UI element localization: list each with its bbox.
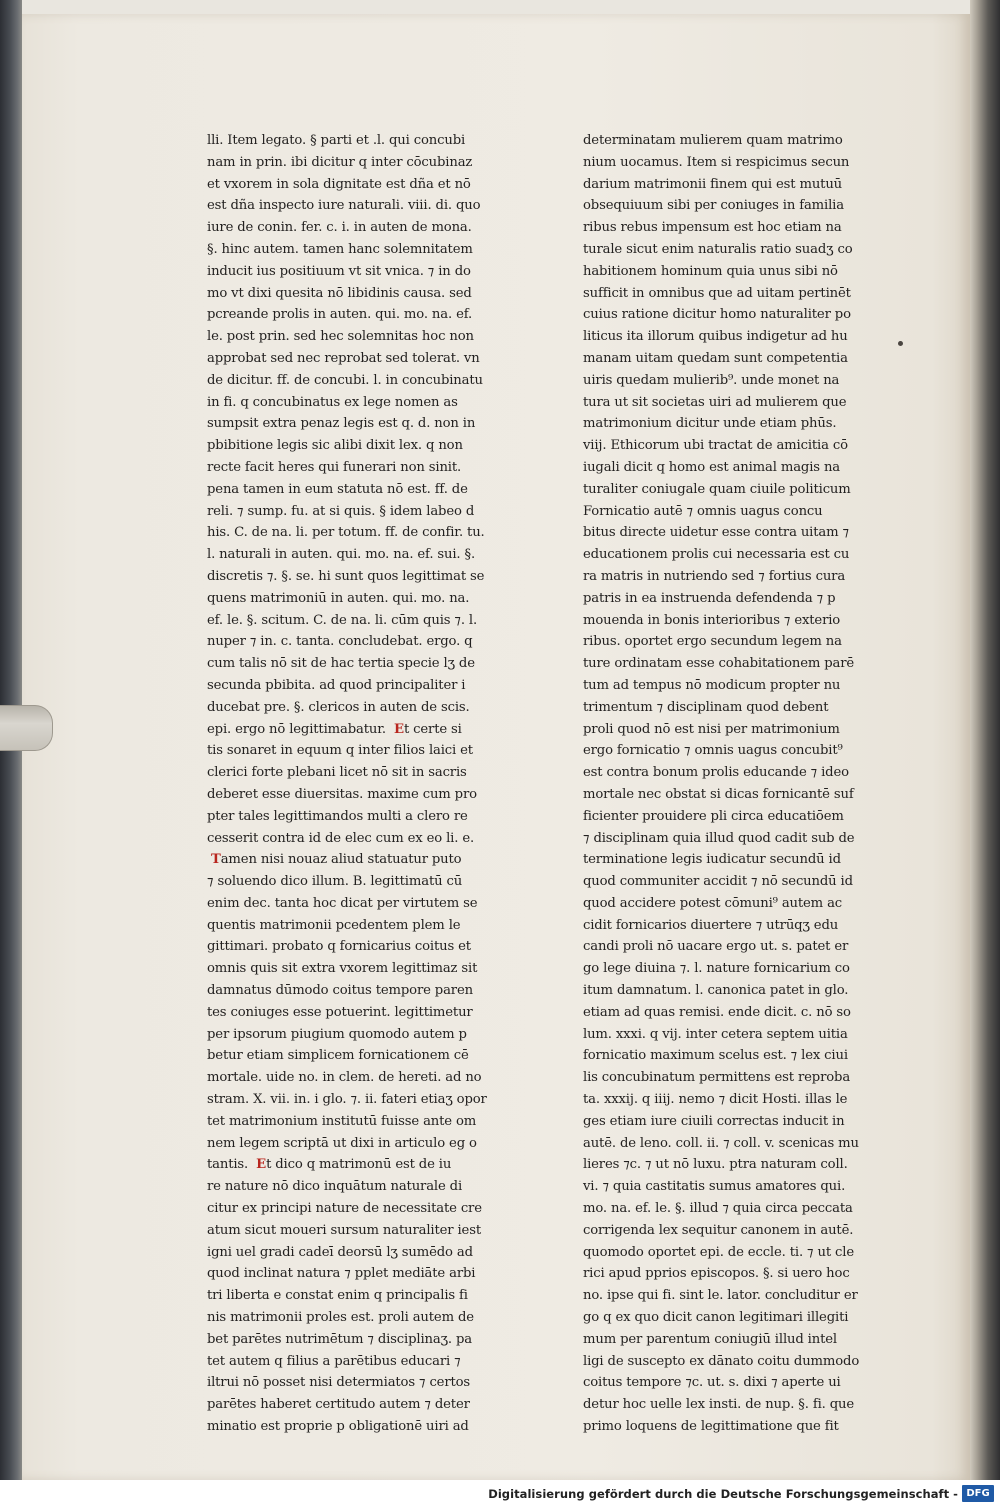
text-line: enim dec. tanta hoc dicat per virtutem se (207, 895, 478, 911)
text-line: ribus. oportet ergo secundum legem na (583, 634, 842, 650)
text-line: mo. na. ef. le. §. illud ⁊ quia circa peccata (583, 1201, 853, 1217)
dfg-logo-icon[interactable]: DFG (962, 1485, 994, 1502)
text-line: gittimari. probato q fornicarius coitus et (207, 939, 471, 955)
text-line: igni uel gradi cadeī deorsū lʒ sumēdo ad (207, 1244, 473, 1260)
text-line: clerici forte plebani licet nō sit in sacris (207, 765, 467, 781)
text-line: in fi. q concubinatus ex lege nomen as (207, 394, 458, 410)
text-line: cesserit contra id de elec cum ex eo li. e. (207, 830, 475, 846)
text-line: determinatam mulierem quam matrimo (583, 133, 843, 148)
text-line: betur etiam simplicem fornicationem cē (207, 1048, 469, 1064)
text-line: sumpsit extra penaz legis est q. d. non in (207, 416, 476, 432)
text-line: go lege diuina ⁊. l. nature fornicarium co (583, 961, 850, 977)
text-line: nium uocamus. Item si respicimus secun (583, 154, 850, 170)
text-line: quod accidere potest cōmuni⁹ autem ac (583, 895, 843, 911)
text-line: tet matrimonium institutū fuisse ante om (207, 1113, 477, 1129)
text-line: ture ordinatam esse cohabitationem parē (583, 656, 855, 672)
text-line: et vxorem in sola dignitate est dña et nō (207, 176, 471, 192)
text-line: cuius ratione dicitur homo naturaliter po (583, 307, 851, 323)
text-line: epi. ergo nō legittimabatur. Et certe si (207, 721, 462, 737)
text-line: stram. X. vii. in. i glo. ⁊. ii. fateri etiaʒ opor (207, 1092, 487, 1108)
text-line: autē. de leno. coll. ii. ⁊ coll. v. scenicas mu (583, 1135, 859, 1151)
text-line: ducebat pre. §. clericos in auten de scis. (207, 699, 470, 715)
text-line: pter tales legittimandos multi a clero re (207, 808, 468, 824)
text-line: darium matrimonii finem qui est mutuū (583, 176, 843, 192)
text-line: per ipsorum piugium quomodo autem p (207, 1026, 467, 1042)
text-line: detur hoc uelle lex insti. de nup. §. fi. que (583, 1397, 855, 1413)
text-column-left (207, 130, 492, 1438)
text-line: nis matrimonii proles est. proli autem de (207, 1310, 474, 1326)
text-line: lieres ⁊c. ⁊ ut nō luxu. ptra naturam coll. (583, 1157, 848, 1173)
text-line: iltrui nō posset nisi determiatos ⁊ certos (207, 1375, 471, 1391)
text-line: go q ex quo dicit canon legitimari illegiti (583, 1310, 849, 1326)
text-line: iugali dicit q homo est animal magis na (583, 459, 841, 475)
funding-credit: Digitalisierung gefördert durch die Deutsche Forschungsgemeinschaft - (488, 1487, 958, 1501)
text-line: viij. Ethicorum ubi tractat de amicitia cō (583, 438, 848, 454)
text-line: pbibitione legis sic alibi dixit lex. q non (207, 438, 463, 454)
text-line: etiam ad quas remisi. ende dicit. c. nō so (583, 1004, 851, 1020)
text-line: mo vt dixi quesita nō libidinis causa. sed (207, 285, 472, 301)
page-clamp (0, 705, 53, 751)
text-line: bet parētes nutrimētum ⁊ disciplinaʒ. pa (207, 1331, 472, 1347)
text-line: no. ipse qui fi. sint le. lator. concluditur er (583, 1288, 858, 1304)
text-line: ef. le. §. scitum. C. de na. li. cūm quis ⁊. l. (207, 612, 478, 628)
text-line: est contra bonum prolis educande ⁊ ideo (583, 765, 849, 781)
text-line: le. post prin. sed hec solemnitas hoc non (207, 329, 474, 345)
text-line: trimentum ⁊ disciplinam quod debent (583, 699, 829, 715)
text-line: tum ad tempus nō modicum propter nu (583, 677, 841, 693)
text-line: rici apud pprios episcopos. §. si uero hoc (583, 1266, 850, 1282)
book-fore-edge (970, 0, 1000, 1480)
text-line: damnatus dūmodo coitus tempore paren (207, 983, 473, 999)
text-line: reli. ⁊ sump. fu. at si quis. § idem labeo d (207, 503, 475, 519)
text-line: l. naturali in auten. qui. mo. na. ef. sui. §. (207, 547, 476, 563)
text-line: Tamen nisi nouaz aliud statuatur puto (211, 852, 462, 868)
text-line: vi. ⁊ quia castitatis sumus amatores qui. (583, 1179, 846, 1195)
text-line: quens matrimoniū in auten. qui. mo. na. (207, 590, 470, 606)
text-line: omnis quis sit extra vxorem legittimaz sit (207, 961, 478, 977)
text-line: iure de conin. fer. c. i. in auten de mona. (207, 220, 472, 236)
text-line: tis sonaret in equum q inter filios laici et (207, 743, 473, 759)
text-line: discretis ⁊. §. se. hi sunt quos legittimat se (207, 568, 485, 584)
text-line: ⁊ disciplinam quia illud quod cadit sub de (583, 830, 855, 846)
text-line: tri liberta e constat enim q principalis fi (207, 1288, 468, 1304)
text-column-right (583, 130, 885, 1438)
text-line: liticus ita illorum quibus indigetur ad hu (583, 329, 848, 345)
text-line: quod communiter accidit ⁊ nō secundū id (583, 874, 853, 890)
text-line: ergo fornicatio ⁊ omnis uagus concubit⁹ (583, 743, 843, 759)
text-line: primo loquens de legittimatione que fit (583, 1419, 839, 1435)
text-line: ficienter prouidere pli circa educatiōem (583, 808, 844, 824)
text-line: uiris quedam mulierib⁹. unde monet na (583, 372, 840, 388)
text-line: nem legem scriptā ut dixi in articulo eg o (207, 1135, 477, 1151)
text-line: citur ex principi nature de necessitate cre (207, 1201, 482, 1217)
text-line: proli quod nō est nisi per matrimonium (583, 721, 840, 737)
text-line: his. C. de na. li. per totum. ff. de confir. tu. (207, 525, 485, 541)
text-line: fornicatio maximum scelus est. ⁊ lex ciui (583, 1048, 848, 1064)
footer-bar (0, 1480, 1000, 1509)
text-line: ta. xxxij. q iiij. nemo ⁊ dicit Hosti. illas le (583, 1092, 848, 1108)
text-line: manam uitam quedam sunt competentia (583, 350, 848, 366)
text-line: quomodo oportet epi. de eccle. ti. ⁊ ut cle (583, 1244, 854, 1260)
rubric-initial: T (211, 852, 221, 868)
rubric-initial: E (256, 1157, 267, 1173)
text-line: lum. xxxi. q vij. inter cetera septem uitia (583, 1026, 848, 1042)
text-line: cum talis nō sit de hac tertia specie lʒ de (207, 656, 475, 672)
text-line: matrimonium dicitur unde etiam phūs. (583, 416, 837, 432)
text-line: bitus directe uidetur esse contra uitam ⁊ (583, 525, 849, 541)
text-line: recte facit heres qui funerari non sinit. (207, 459, 462, 475)
text-line: deberet esse diuersitas. maxime cum pro (207, 786, 477, 802)
text-line: habitionem hominum quia unus sibi nō (583, 263, 838, 279)
text-line: sufficit in omnibus que ad uitam pertinēt (583, 285, 851, 301)
text-line: Fornicatio autē ⁊ omnis uagus concu (583, 503, 823, 519)
text-line: tura ut sit societas uiri ad mulierem que (583, 394, 847, 410)
text-line: itum damnatum. l. canonica patet in glo. (583, 983, 849, 999)
text-line: tantis. Et dico q matrimonū est de iu (207, 1157, 452, 1173)
text-line: secunda pbibita. ad quod principaliter i (207, 677, 466, 693)
text-line: est dña inspecto iure naturali. viii. di. quo (207, 198, 481, 214)
text-line: atum sicut moueri sursum naturaliter iest (207, 1222, 481, 1238)
text-line: corrigenda lex sequitur canonem in autē. (583, 1222, 854, 1238)
text-line: lli. Item legato. § parti et .l. qui concubi (207, 133, 466, 148)
text-line: lis concubinatum permittens est reproba (583, 1070, 851, 1086)
text-line: turaliter coniugale quam ciuile politicum (583, 481, 851, 497)
text-line: mortale. uide no. in clem. de hereti. ad no (207, 1070, 482, 1086)
text-line: ⁊ soluendo dico illum. B. legittimatū cū (207, 874, 463, 890)
text-line: educationem prolis cui necessaria est cu (583, 547, 850, 563)
text-line: pcreande prolis in auten. qui. mo. na. ef. (207, 307, 473, 323)
text-line: quentis matrimonii pcedentem plem le (207, 917, 461, 933)
text-line: ligi de suscepto ex dānato coitu dummodo (583, 1353, 860, 1369)
text-line: quod inclinat natura ⁊ pplet mediāte arbi (207, 1266, 476, 1282)
text-line: inducit ius positiuum vt sit vnica. ⁊ in do (207, 263, 471, 279)
text-line: §. hinc autem. tamen hanc solemnitatem (207, 241, 473, 257)
text-line: mum per parentum coniugiū illud intel (583, 1331, 837, 1347)
text-line: mortale nec obstat si dicas fornicantē suf (583, 786, 854, 802)
text-line: minatio est proprie p obligationē uiri ad (207, 1419, 469, 1435)
text-line: patris in ea instruenda defendenda ⁊ p (583, 590, 836, 606)
text-line: approbat sed nec reprobat sed tolerat. vn (207, 350, 480, 366)
text-line: cidit fornicarios diuertere ⁊ utrūqʒ edu (583, 917, 839, 933)
text-line: nuper ⁊ in. c. tanta. concludebat. ergo. q (207, 634, 473, 650)
text-line: tet autem q filius a parētibus educari ⁊ (207, 1353, 461, 1369)
text-line: coitus tempore ⁊c. ut. s. dixi ⁊ aperte ui (583, 1375, 841, 1391)
text-line: candi proli nō uacare ergo ut. s. patet er (583, 939, 849, 955)
text-line: nam in prin. ibi dicitur q inter cōcubinaz (207, 154, 473, 170)
text-line: pena tamen in eum statuta nō est. ff. de (207, 481, 468, 497)
ink-spot (898, 341, 903, 346)
text-line: ribus rebus impensum est hoc etiam na (583, 220, 842, 236)
text-line: re nature nō dico inquātum naturale di (207, 1179, 463, 1195)
rubric-initial: E (394, 721, 404, 737)
text-line: de dicitur. ff. de concubi. l. in concubinatu (207, 372, 483, 388)
text-line: ges etiam iure ciuili correctas inducit in (583, 1113, 845, 1129)
text-line: obsequiuum sibi per coniuges in familia (583, 198, 844, 214)
text-line: parētes haberet certitudo autem ⁊ deter (207, 1397, 470, 1413)
text-line: terminatione legis iudicatur secundū id (583, 852, 841, 868)
text-line: tes coniuges esse potuerint. legittimetur (207, 1004, 473, 1020)
text-line: mouenda in bonis interioribus ⁊ exterio (583, 612, 841, 628)
text-line: turale sicut enim naturalis ratio suadʒ co (583, 241, 853, 257)
text-line: ra matris in nutriendo sed ⁊ fortius cura (583, 568, 846, 584)
